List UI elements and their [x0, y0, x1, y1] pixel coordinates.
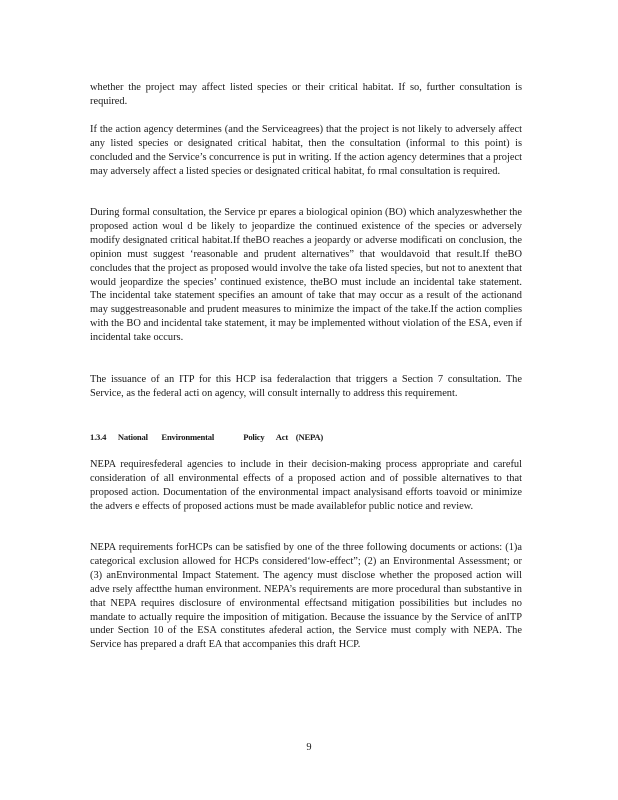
paragraph-nepa-requirements: NEPA requiresfederal agencies to include in their decision-making process appropriate and careful consideration of all environmental effects of a proposed action and of possible alternatives to that proposed action. Documentation of the environmental impact analysisand efforts toavoid or minimize the advers e effects of proposed actions must be made availablefor public notice and review. [90, 459, 522, 512]
paragraph-informal-consultation: If the action agency determines (and the Serviceagrees) that the project is not likely to adversely affect any listed species or designated critical habitat, then the consultation (informal to this point) is concluded and the Service’s concurrence is put in writing. If the action agency determines that a project may adversely affect a listed species or designated critical habitat, fo rmal consultation is required. [90, 124, 522, 177]
paragraph-nepa-hcp: NEPA requirements forHCPs can be satisfied by one of the three following documents or actions: (1)a categorical exclusion allowed for HCPs considered‘low-effect”; (2) an Environmental Assessment; or (3) anEnvironmental Impact Statement. The agency must disclose whether the proposed action will adve rsely affectthe human environment. NEPA’s requirements are more procedural than substantive in that NEPA requires disclosure of environmental effectsand mitigation possibilities but includes no mandate to actually require the imposition of mitigation. Because the issuance by the Service of anITP under Section 10 of the ESA constitutes afederal action, the Service must comply with NEPA. The Service has prepared a draft EA that accompanies this draft HCP. [90, 542, 522, 651]
paragraph-consultation-intro: whether the project may affect listed species or their critical habitat. If so, further consultation is required. [90, 82, 522, 107]
page-number: 9 [306, 742, 312, 753]
section-heading-nepa: 1.3.4 National Environmental Policy Act (NEPA) [90, 432, 324, 442]
paragraph-itp-issuance: The issuance of an ITP for this HCP isa federalaction that triggers a Section 7 consultation. The Service, as the federal acti on agency, will consult internally to address this requirement. [90, 374, 522, 399]
paragraph-formal-consultation: During formal consultation, the Service pr epares a biological opinion (BO) which analyzeswhether the proposed action woul d be likely to jeopardize the continued existence of the species or adversely modify designated critical habitat.If theBO reaches a jeopardy or adverse modificati on conclusion, the opinion must suggest ‘reasonable and prudent alternatives” that wouldavoid that result.If theBO concludes that the project as proposed would involve the take ofa listed species, but not to anextent that would jeopardize the species’ continued existence, theBO must include an incidental take statement. The incidental take statement specifies an amount of take that may occur as a result of the actionand may suggestreasonable and prudent measures to minimize the impact of the take.If the action complies with the BO and incidental take statement, it may be implemented without violation of the ESA, even if incidental take occurs. [90, 207, 522, 344]
